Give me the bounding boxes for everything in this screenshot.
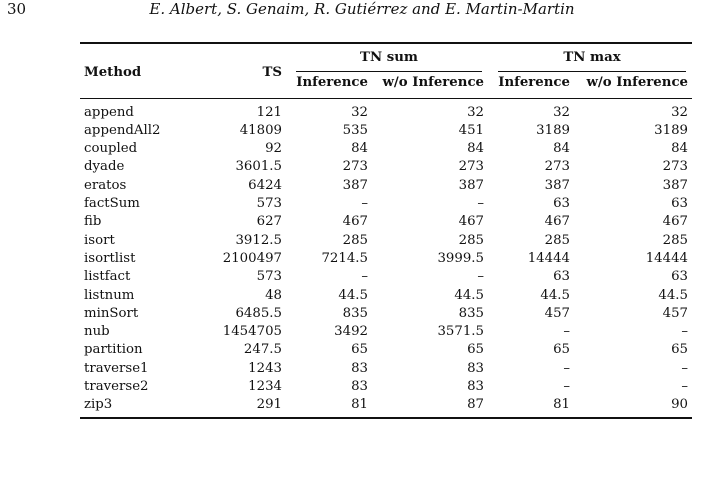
tn-sum-inference-cell: 44.5 <box>338 287 368 303</box>
table-row <box>80 122 692 140</box>
tn-sum-without-inference-cell: 65 <box>467 342 484 358</box>
ts-cell: 291 <box>256 397 282 413</box>
ts-cell: 627 <box>256 214 282 230</box>
tn-sum-without-inference-cell: 84 <box>467 141 484 157</box>
tn-sum-inference-cell: 535 <box>342 122 368 138</box>
tn-max-without-inference-cell: 90 <box>671 397 688 413</box>
tn-max-inference-cell: 3189 <box>536 122 570 138</box>
table-row <box>80 250 692 268</box>
tn-sum-inference-cell: 83 <box>351 379 368 395</box>
tn-max-inference-cell: – <box>563 324 570 340</box>
header-tn-sum <box>286 43 488 72</box>
tn-sum-without-inference-cell: 32 <box>467 104 484 120</box>
table-row <box>80 98 692 122</box>
method-cell: nub <box>84 324 110 340</box>
table-row <box>80 232 692 250</box>
tn-max-inference-cell: 65 <box>553 342 570 358</box>
tn-max-inference-cell: – <box>563 379 570 395</box>
method-cell: traverse2 <box>84 379 149 395</box>
tn-max-without-inference-cell: 63 <box>671 269 688 285</box>
tn-sum-without-inference-cell: 387 <box>458 177 484 193</box>
tn-max-without-inference-cell: 285 <box>662 232 688 248</box>
ts-cell: 1454705 <box>222 324 282 340</box>
tn-max-without-inference-cell: 84 <box>671 141 688 157</box>
tn-max-without-inference-cell: 63 <box>671 196 688 212</box>
tn-max-without-inference-cell: – <box>681 360 688 376</box>
ts-cell: 92 <box>265 141 282 157</box>
tn-sum-without-inference-cell: 3999.5 <box>437 250 484 266</box>
header-tn-max-label: TN max <box>498 49 686 72</box>
header-tn-sum-label: TN sum <box>296 49 482 72</box>
tn-max-inference-cell: 285 <box>544 232 570 248</box>
tn-max-inference-cell: 63 <box>553 196 570 212</box>
tn-max-without-inference-cell: 14444 <box>645 250 688 266</box>
tn-sum-without-inference-cell: – <box>477 196 484 212</box>
table-row <box>80 287 692 305</box>
tn-sum-inference-cell: 7214.5 <box>321 250 368 266</box>
tn-sum-without-inference-cell: 835 <box>458 305 484 321</box>
tn-max-inference-cell: 32 <box>553 104 570 120</box>
ts-cell: 1243 <box>248 360 282 376</box>
tn-sum-without-inference-cell: 273 <box>458 159 484 175</box>
table-row <box>80 268 692 286</box>
table-row <box>80 195 692 213</box>
header-max-without-inference: w/o Inference <box>586 75 688 91</box>
tn-max-inference-cell: – <box>563 360 570 376</box>
tn-sum-without-inference-cell: 83 <box>467 360 484 376</box>
tn-sum-inference-cell: 84 <box>351 141 368 157</box>
method-cell: minSort <box>84 305 139 321</box>
ts-cell: 573 <box>256 196 282 212</box>
tn-max-without-inference-cell: 467 <box>662 214 688 230</box>
tn-max-inference-cell: 457 <box>544 305 570 321</box>
method-cell: traverse1 <box>84 360 149 376</box>
tn-sum-without-inference-cell: – <box>477 269 484 285</box>
tn-sum-inference-cell: – <box>361 269 368 285</box>
tn-max-without-inference-cell: 387 <box>662 177 688 193</box>
method-cell: isortlist <box>84 250 136 266</box>
tn-max-without-inference-cell: 457 <box>662 305 688 321</box>
tn-max-without-inference-cell: – <box>681 379 688 395</box>
tn-sum-inference-cell: 467 <box>342 214 368 230</box>
tn-sum-inference-cell: 83 <box>351 360 368 376</box>
tn-sum-inference-cell: 81 <box>351 397 368 413</box>
table-row <box>80 360 692 378</box>
tn-sum-without-inference-cell: 44.5 <box>454 287 484 303</box>
ts-cell: 48 <box>265 287 282 303</box>
tn-max-inference-cell: 84 <box>553 141 570 157</box>
method-cell: appendAll2 <box>84 122 161 138</box>
tn-sum-without-inference-cell: 83 <box>467 379 484 395</box>
ts-cell: 6424 <box>248 177 282 193</box>
ts-cell: 247.5 <box>243 342 282 358</box>
ts-cell: 41809 <box>239 122 282 138</box>
running-header: E. Albert, S. Genaim, R. Gutiérrez and E. Martin-Martin <box>149 0 575 18</box>
tn-sum-without-inference-cell: 3571.5 <box>437 324 484 340</box>
header-ts: TS <box>262 65 282 81</box>
tn-max-without-inference-cell: 32 <box>671 104 688 120</box>
method-cell: fib <box>84 214 102 230</box>
method-cell: eratos <box>84 177 127 193</box>
table-row <box>80 140 692 158</box>
ts-cell: 6485.5 <box>235 305 282 321</box>
tn-sum-without-inference-cell: 87 <box>467 397 484 413</box>
tn-max-inference-cell: 467 <box>544 214 570 230</box>
results-table <box>80 42 692 419</box>
table-row <box>80 158 692 176</box>
tn-max-inference-cell: 63 <box>553 269 570 285</box>
tn-sum-without-inference-cell: 467 <box>458 214 484 230</box>
ts-cell: 2100497 <box>222 250 282 266</box>
tn-sum-inference-cell: 835 <box>342 305 368 321</box>
tn-max-inference-cell: 81 <box>553 397 570 413</box>
page-number: 30 <box>7 0 27 18</box>
method-cell: zip3 <box>84 397 113 413</box>
table-row <box>80 341 692 359</box>
ts-cell: 121 <box>256 104 282 120</box>
tn-sum-inference-cell: 3492 <box>334 324 368 340</box>
method-cell: factSum <box>84 196 140 212</box>
header-sum-inference: Inference <box>296 75 368 91</box>
ts-cell: 3912.5 <box>235 232 282 248</box>
tn-sum-inference-cell: 387 <box>342 177 368 193</box>
tn-max-inference-cell: 14444 <box>527 250 570 266</box>
header-tn-max <box>488 43 692 72</box>
method-cell: partition <box>84 342 143 358</box>
tn-sum-inference-cell: – <box>361 196 368 212</box>
tn-sum-inference-cell: 273 <box>342 159 368 175</box>
tn-max-inference-cell: 273 <box>544 159 570 175</box>
method-cell: listfact <box>84 269 131 285</box>
tn-sum-inference-cell: 65 <box>351 342 368 358</box>
header-max-inference: Inference <box>498 75 570 91</box>
tn-max-without-inference-cell: 3189 <box>654 122 688 138</box>
tn-sum-inference-cell: 32 <box>351 104 368 120</box>
tn-max-inference-cell: 387 <box>544 177 570 193</box>
table-row <box>80 323 692 341</box>
table-row <box>80 177 692 195</box>
tn-sum-without-inference-cell: 285 <box>458 232 484 248</box>
ts-cell: 3601.5 <box>235 159 282 175</box>
method-cell: append <box>84 104 134 120</box>
tn-sum-inference-cell: 285 <box>342 232 368 248</box>
tn-max-without-inference-cell: 44.5 <box>658 287 688 303</box>
tn-max-without-inference-cell: 273 <box>662 159 688 175</box>
header-sum-without-inference: w/o Inference <box>382 75 484 91</box>
method-cell: dyade <box>84 159 125 175</box>
table-row <box>80 396 692 416</box>
tn-max-inference-cell: 44.5 <box>540 287 570 303</box>
method-cell: isort <box>84 232 115 248</box>
ts-cell: 573 <box>256 269 282 285</box>
table-body <box>80 98 692 417</box>
ts-cell: 1234 <box>248 379 282 395</box>
table-row <box>80 213 692 231</box>
method-cell: listnum <box>84 287 135 303</box>
table-row <box>80 305 692 323</box>
header-method: Method <box>84 65 142 81</box>
tn-max-without-inference-cell: 65 <box>671 342 688 358</box>
tn-max-without-inference-cell: – <box>681 324 688 340</box>
tn-sum-without-inference-cell: 451 <box>458 122 484 138</box>
method-cell: coupled <box>84 141 138 157</box>
table-row <box>80 378 692 396</box>
